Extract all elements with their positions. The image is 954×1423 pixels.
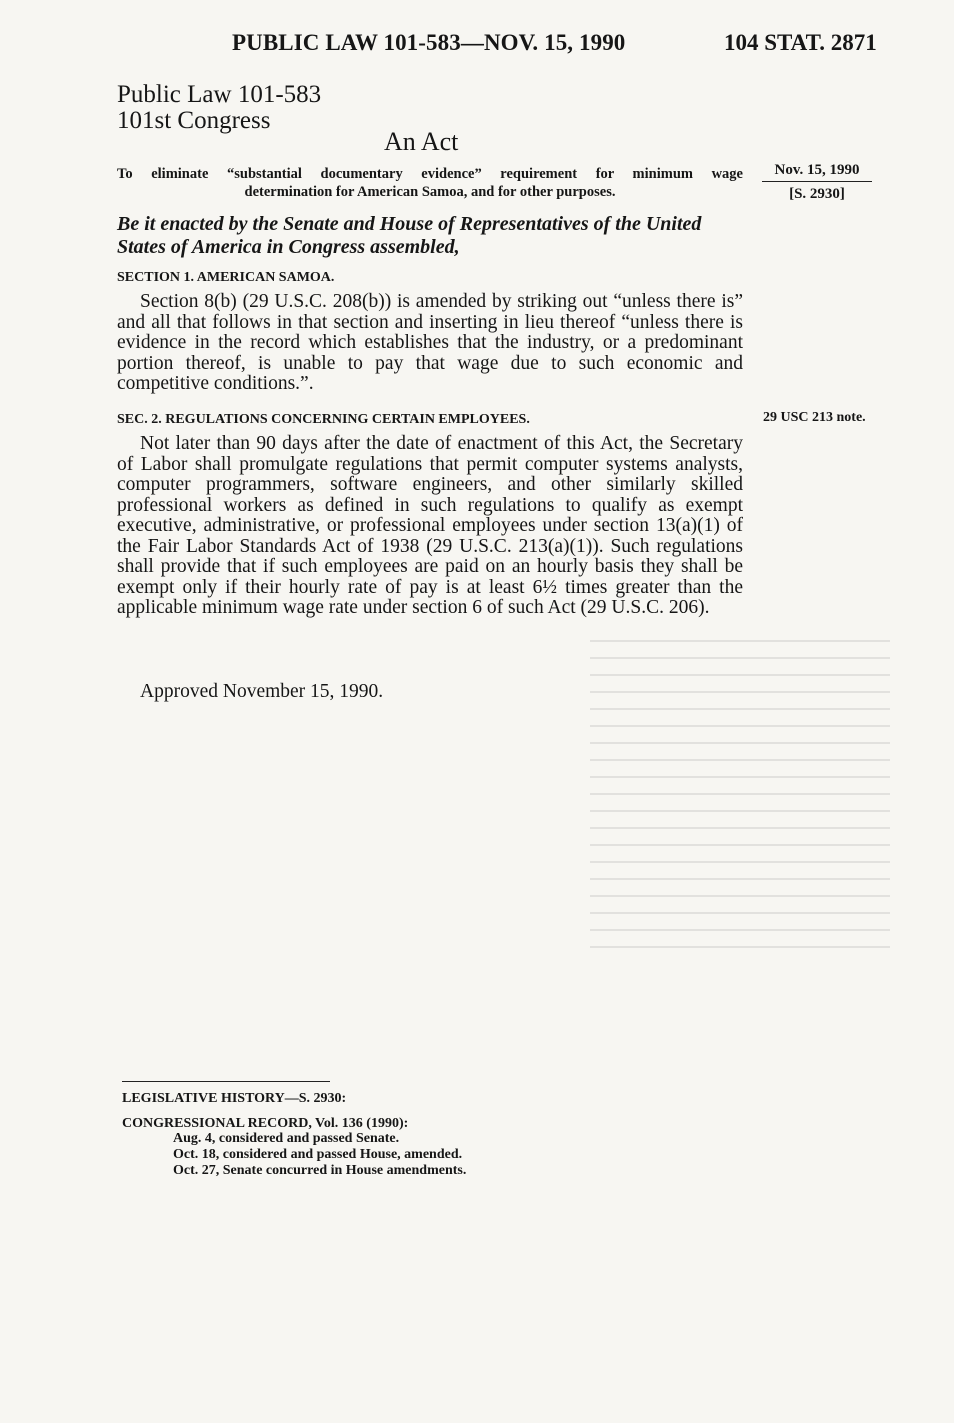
legislative-action-item: Oct. 18, considered and passed House, amended. xyxy=(173,1147,463,1162)
public-law-number: Public Law 101-583 xyxy=(117,81,322,108)
bleed-through-background xyxy=(590,640,890,960)
legislative-history-title: LEGISLATIVE HISTORY—S. 2930: xyxy=(122,1091,347,1106)
congressional-record-line: CONGRESSIONAL RECORD, Vol. 136 (1990): xyxy=(122,1116,409,1131)
legislative-actions-list xyxy=(173,1131,466,1179)
approval-date: Approved November 15, 1990. xyxy=(140,681,384,702)
act-title: An Act xyxy=(384,127,459,156)
section-1-text: Section 8(b) (29 U.S.C. 208(b)) is amended by striking out “unless there is” and all that follows in that section and inserting in lieu thereof “unless there is evidence in the record which establishes that the industry, or a predominant portion thereof, is unable to pay that wage due to such economic and competitive conditions.”. xyxy=(117,291,743,394)
legislative-action-item: Aug. 4, considered and passed Senate. xyxy=(173,1131,400,1146)
enactment-date: Nov. 15, 1990 xyxy=(762,162,872,182)
section-2-margin-note: 29 USC 213 note. xyxy=(763,410,866,425)
margin-date-note xyxy=(762,162,872,203)
section-1-heading: SECTION 1. AMERICAN SAMOA. xyxy=(117,270,335,285)
section-2-heading: SEC. 2. REGULATIONS CONCERNING CERTAIN EMPLOYEES. xyxy=(117,412,530,427)
running-header-title: PUBLIC LAW 101-583—NOV. 15, 1990 xyxy=(232,30,626,55)
bill-number: [S. 2930] xyxy=(789,186,845,202)
purpose-line-1: To eliminate “substantial documentary evidence” requirement for minimum wage xyxy=(117,166,743,182)
legislative-action-item: Oct. 27, Senate concurred in House amendments. xyxy=(173,1163,467,1178)
congress-number: 101st Congress xyxy=(117,107,271,134)
enacting-clause: Be it enacted by the Senate and House of Representatives of the United States of America in Congress assembled, xyxy=(117,213,702,258)
stat-page-number: 104 STAT. 2871 xyxy=(724,30,877,55)
purpose-line-2: determination for American Samoa, and for other purposes. xyxy=(244,184,616,200)
footnote-divider xyxy=(122,1081,330,1082)
section-2-text: Not later than 90 days after the date of enactment of this Act, the Secretary of Labor shall promulgate regulations that permit computer systems analysts, computer programmers, software engineers, and other similarly skilled professional workers as defined in such regulations to qualify as exempt executive, administrative, or professional employees under section 13(a)(1) of the Fair Labor Standards Act of 1938 (29 U.S.C. 213(a)(1)). Such regulations shall provide that if such employees are paid on an hourly basis they shall be exempt only if their hourly rate of pay is at least 6½ times greater than the applicable minimum wage rate under section 6 of such Act (29 U.S.C. 206). xyxy=(117,433,743,618)
purpose-statement xyxy=(117,165,743,201)
